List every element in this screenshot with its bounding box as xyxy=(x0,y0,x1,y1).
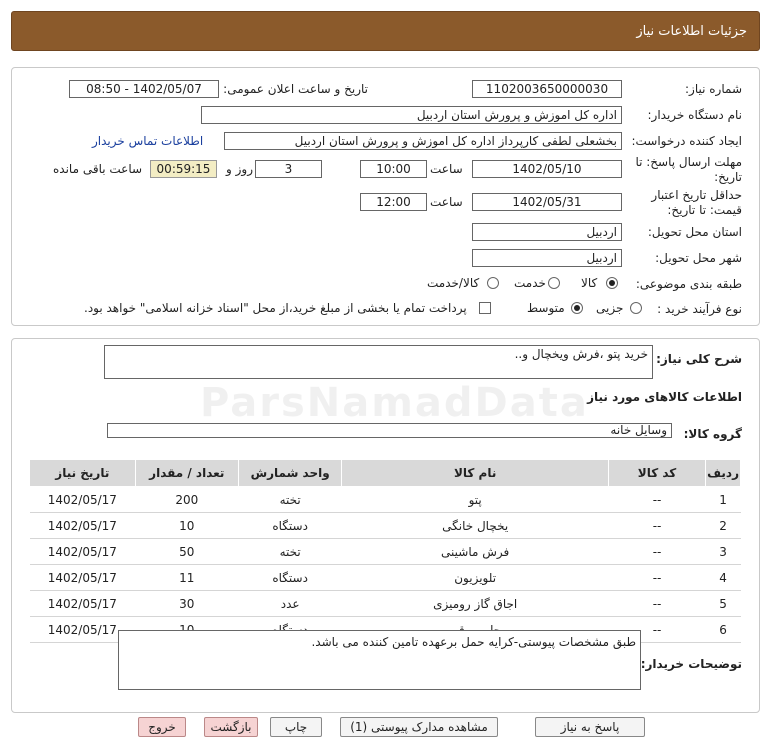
deadline-time-label: ساعت xyxy=(430,162,463,176)
category-option-goods: کالا xyxy=(581,276,598,290)
cell-need-date: 1402/05/17 xyxy=(30,487,136,513)
page-title: جزئیات اطلاعات نیاز xyxy=(636,24,747,39)
announce-date-label: تاریخ و ساعت اعلان عمومی: xyxy=(223,82,368,96)
summary-label: شرح کلی نیاز: xyxy=(656,352,742,366)
header-row-number: ردیف xyxy=(706,460,741,487)
cell-row-number: 4 xyxy=(706,565,741,591)
province-label: استان محل تحویل: xyxy=(647,225,742,239)
back-button[interactable]: بازگشت xyxy=(204,717,258,737)
deadline-date-sublabel: تاریخ: xyxy=(714,170,742,184)
cell-row-number: 1 xyxy=(706,487,741,513)
validity-time-label: ساعت xyxy=(430,195,463,209)
category-radio-goods[interactable] xyxy=(606,277,618,289)
cell-goods-name: فرش ماشینی xyxy=(342,539,609,565)
cell-goods-name: تلویزیون xyxy=(342,565,609,591)
reply-button[interactable]: پاسخ به نیاز xyxy=(535,717,645,737)
cell-need-date: 1402/05/17 xyxy=(30,565,136,591)
cell-goods-code: -- xyxy=(608,591,705,617)
days-field: 3 xyxy=(255,160,322,178)
process-radio-medium[interactable] xyxy=(571,302,583,314)
process-radio-minor[interactable] xyxy=(630,302,642,314)
cell-quantity: 50 xyxy=(135,539,238,565)
cell-row-number: 2 xyxy=(706,513,741,539)
deadline-date-field: 1402/05/10 xyxy=(472,160,622,178)
cell-goods-name: پتو xyxy=(342,487,609,513)
deadline-label: مهلت ارسال پاسخ: تا xyxy=(635,155,742,169)
remaining-label: ساعت باقی مانده xyxy=(53,162,143,176)
table-row xyxy=(30,591,741,617)
table-row xyxy=(30,513,741,539)
cell-goods-code: -- xyxy=(608,565,705,591)
process-option-medium: متوسط xyxy=(527,301,565,315)
cell-need-date: 1402/05/17 xyxy=(30,539,136,565)
cell-goods-code: -- xyxy=(608,539,705,565)
cell-unit: تخته xyxy=(238,487,341,513)
table-row xyxy=(30,539,741,565)
province-field: اردبیل xyxy=(472,223,622,241)
buyer-notes-field: طبق مشخصات پیوستی-کرایه حمل برعهده تامین کننده می باشد. xyxy=(118,630,641,690)
treasury-payment-checkbox[interactable] xyxy=(479,302,491,314)
process-option-minor: جزیی xyxy=(596,301,624,315)
remaining-timer: 00:59:15 xyxy=(150,160,217,178)
cell-row-number: 6 xyxy=(706,617,741,643)
goods-info-title: اطلاعات کالاهای مورد نیاز xyxy=(587,390,742,404)
validity-date-sublabel: قیمت: تا تاریخ: xyxy=(667,203,742,217)
goods-group-label: گروه کالا: xyxy=(683,427,742,441)
table-header-row xyxy=(30,460,741,487)
announce-date-field: 1402/05/07 - 08:50 xyxy=(69,80,219,98)
cell-unit: تخته xyxy=(238,539,341,565)
validity-date-field: 1402/05/31 xyxy=(472,193,622,211)
header-goods-code: کد کالا xyxy=(608,460,705,487)
cell-quantity: 11 xyxy=(135,565,238,591)
creator-label: ایجاد کننده درخواست: xyxy=(631,134,742,148)
days-label: روز و xyxy=(226,162,253,176)
cell-need-date: 1402/05/17 xyxy=(30,513,136,539)
header-unit: واحد شمارش xyxy=(238,460,341,487)
cell-quantity: 30 xyxy=(135,591,238,617)
category-radio-goods-service[interactable] xyxy=(487,277,499,289)
need-number-label: شماره نیاز: xyxy=(685,82,742,96)
city-field: اردبیل xyxy=(472,249,622,267)
buyer-contact-link[interactable]: اطلاعات تماس خریدار xyxy=(92,134,204,148)
cell-need-date: 1402/05/17 xyxy=(30,591,136,617)
header-goods-name: نام کالا xyxy=(342,460,609,487)
goods-group-field: وسایل خانه xyxy=(107,423,672,438)
category-option-goods-service: کالا/خدمت xyxy=(427,276,480,290)
cell-goods-code: -- xyxy=(608,617,705,643)
validity-time-field: 12:00 xyxy=(360,193,427,211)
city-label: شهر محل تحویل: xyxy=(655,251,742,265)
need-number-field: 1102003650000030 xyxy=(472,80,622,98)
header-need-date: تاریخ نیاز xyxy=(30,460,136,487)
print-button[interactable]: چاپ xyxy=(270,717,322,737)
view-attachments-button[interactable]: مشاهده مدارک پیوستی (1) xyxy=(340,717,498,737)
cell-row-number: 3 xyxy=(706,539,741,565)
deadline-time-field: 10:00 xyxy=(360,160,427,178)
cell-unit: دستگاه xyxy=(238,565,341,591)
buyer-org-label: نام دستگاه خریدار: xyxy=(647,108,742,122)
category-option-service: خدمت xyxy=(514,276,546,290)
page-header xyxy=(11,11,760,51)
cell-row-number: 5 xyxy=(706,591,741,617)
process-label: نوع فرآیند خرید : xyxy=(657,302,742,316)
treasury-payment-note: پرداخت تمام یا بخشی از مبلغ خرید،از محل "اسناد خزانه اسلامی" خواهد بود. xyxy=(84,301,467,315)
buyer-org-field: اداره کل اموزش و پرورش استان اردبیل xyxy=(201,106,622,124)
cell-goods-name: یخچال خانگی xyxy=(342,513,609,539)
category-radio-service[interactable] xyxy=(548,277,560,289)
header-quantity: تعداد / مقدار xyxy=(135,460,238,487)
cell-goods-code: -- xyxy=(608,513,705,539)
exit-button[interactable]: خروج xyxy=(138,717,186,737)
creator-field: بخشعلی لطفی کارپرداز اداره کل اموزش و پرورش استان اردبیل xyxy=(224,132,622,150)
validity-label: حداقل تاریخ اعتبار xyxy=(651,188,742,202)
cell-quantity: 200 xyxy=(135,487,238,513)
cell-goods-name: اجاق گاز رومیزی xyxy=(342,591,609,617)
cell-need-date: 1402/05/17 xyxy=(30,617,136,643)
table-row xyxy=(30,565,741,591)
cell-goods-code: -- xyxy=(608,487,705,513)
category-label: طبقه بندی موضوعی: xyxy=(635,277,742,291)
summary-field: خرید پتو ،فرش ویخچال و.. xyxy=(104,345,653,379)
cell-unit: دستگاه xyxy=(238,513,341,539)
cell-quantity: 10 xyxy=(135,513,238,539)
goods-table xyxy=(29,459,741,643)
buyer-notes-label: توضیحات خریدار: xyxy=(640,657,742,671)
cell-unit: عدد xyxy=(238,591,341,617)
table-row xyxy=(30,487,741,513)
